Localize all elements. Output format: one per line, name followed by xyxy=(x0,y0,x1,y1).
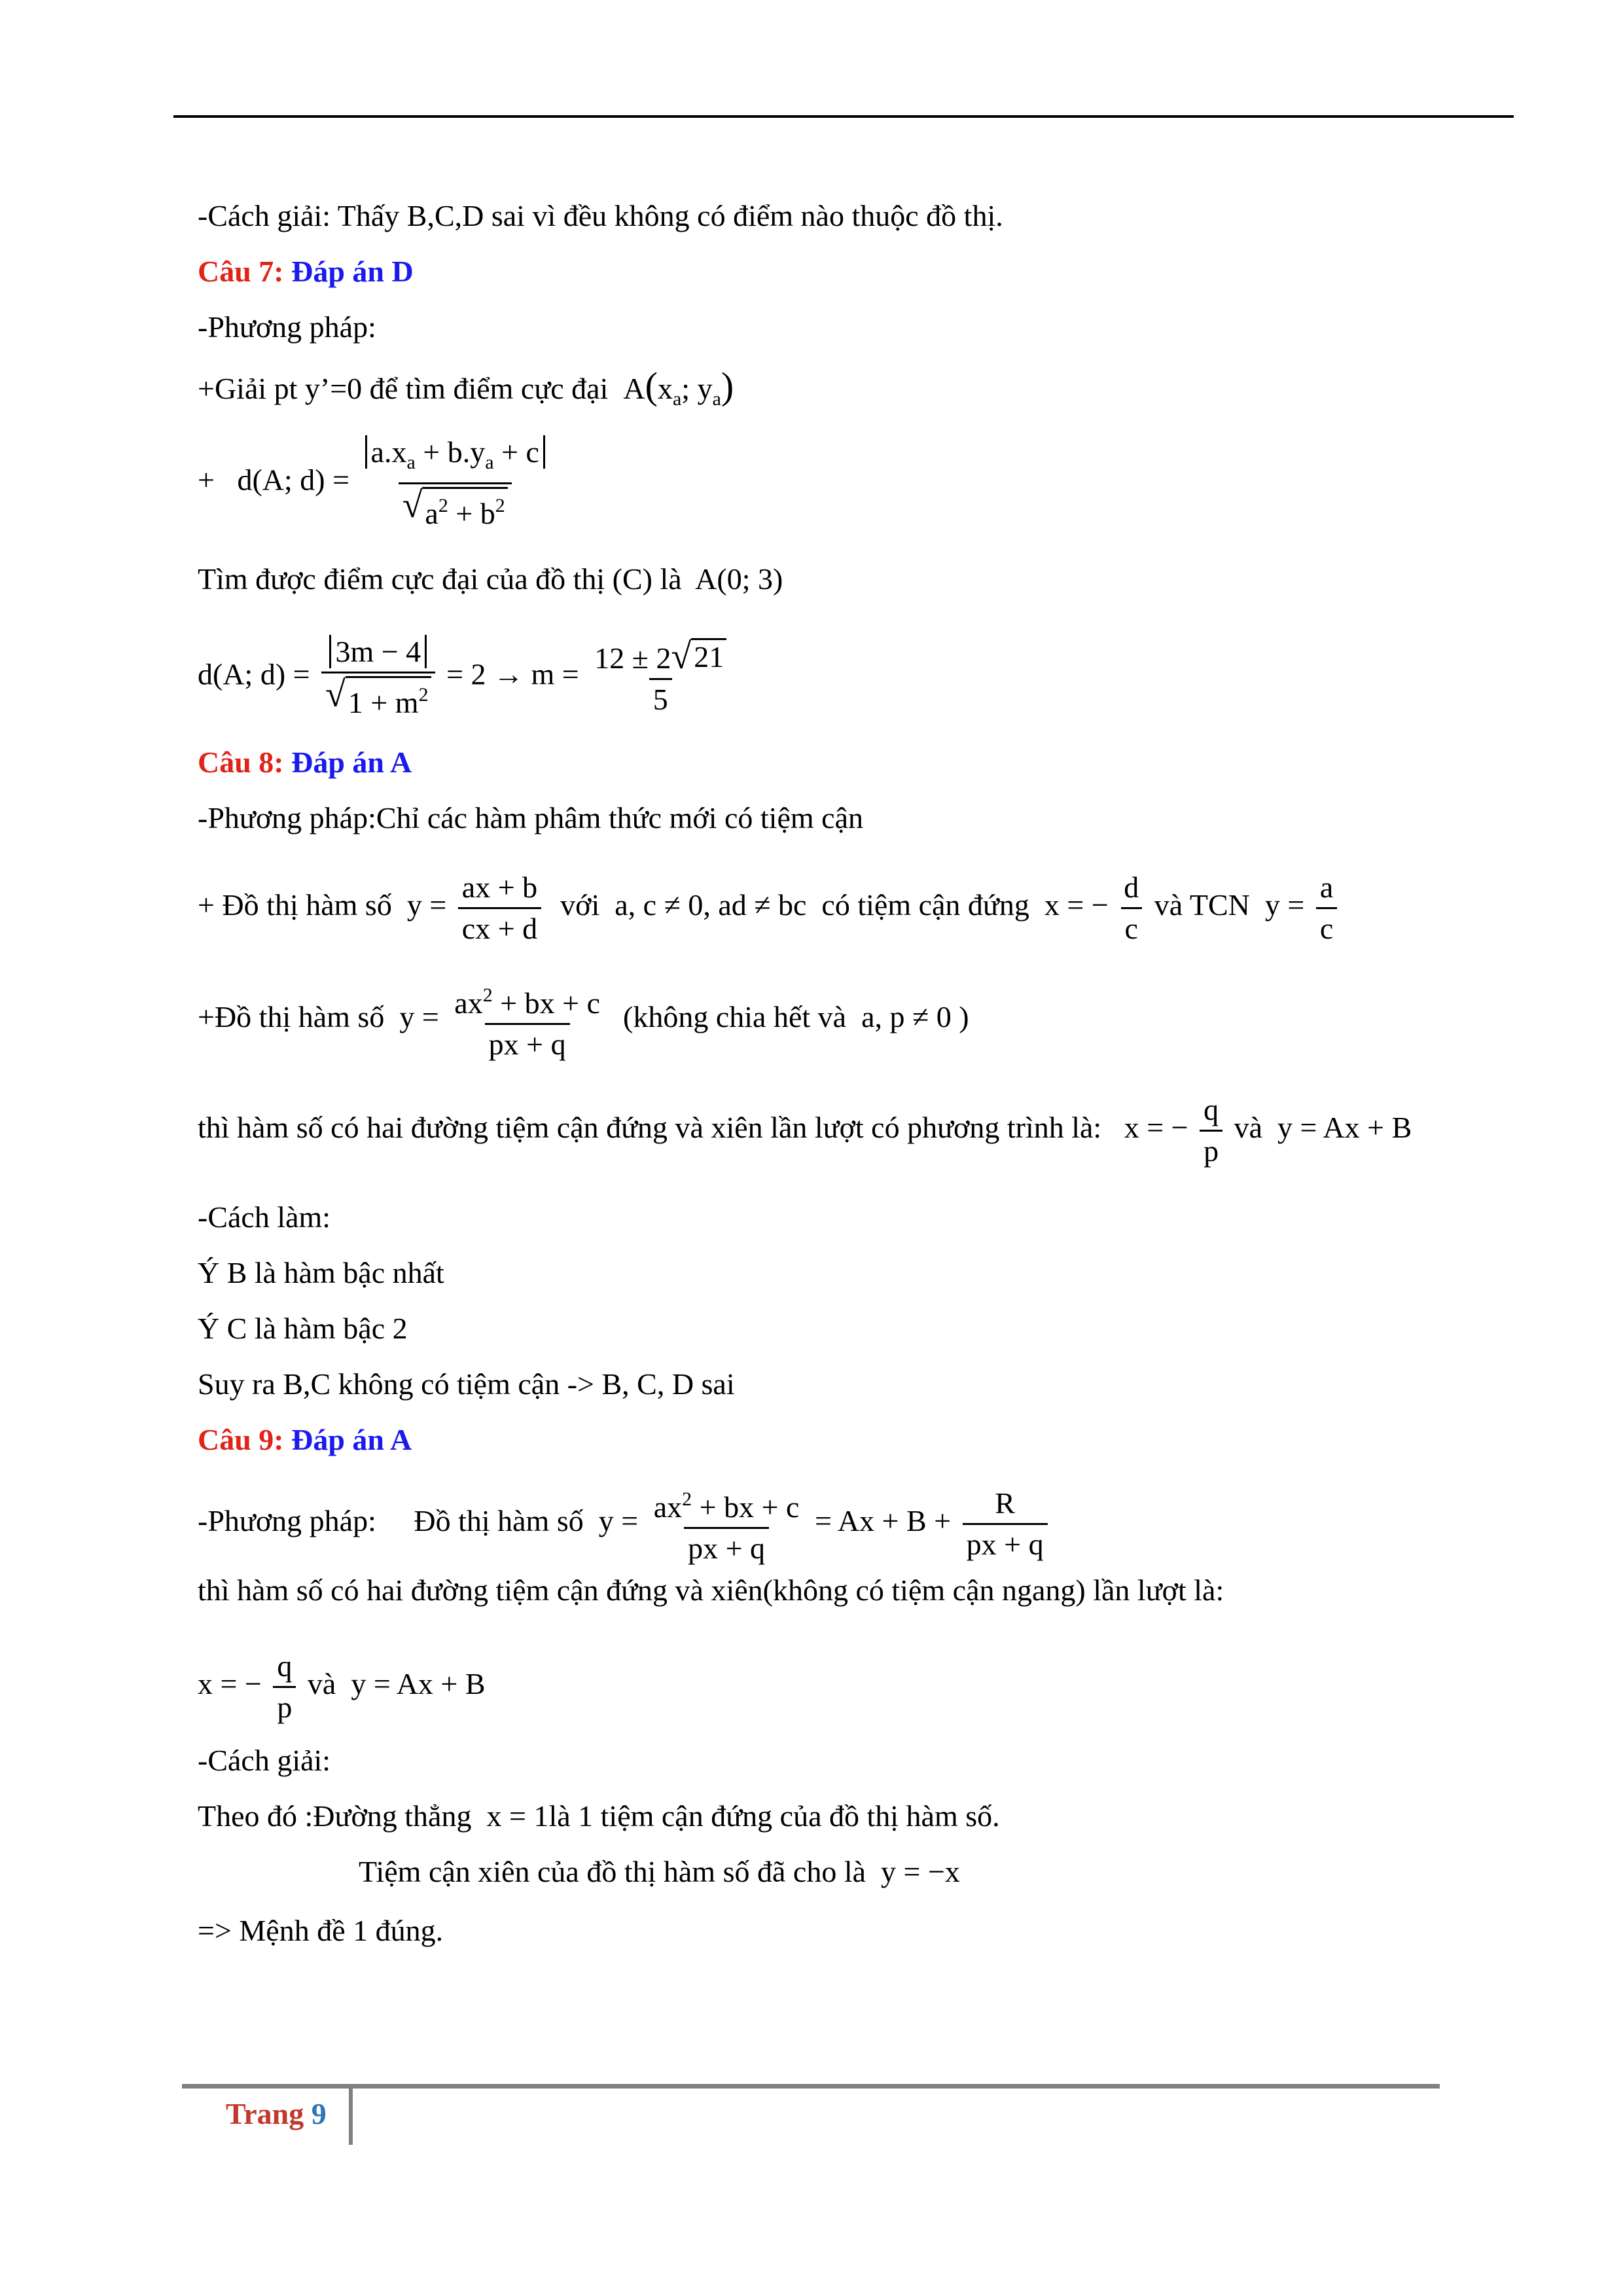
b2-note: (không chia hết và xyxy=(623,1000,847,1034)
pp9-num1: ax xyxy=(653,1490,683,1524)
x9-y: y = Ax + B xyxy=(351,1667,486,1701)
b1-y: y = xyxy=(406,888,447,922)
dist-num-a: a.x xyxy=(370,435,407,469)
dist-num-sub1: a xyxy=(406,452,416,473)
dist-num-sub2: a xyxy=(485,452,494,473)
pp9-den: px + q xyxy=(684,1527,769,1566)
thi8-y: y = Ax + B xyxy=(1277,1111,1412,1145)
distance-lhs: d(A; d) = xyxy=(237,463,350,497)
m-radicand: 21 xyxy=(691,638,726,675)
b1-num: ax + b xyxy=(461,870,538,904)
b2-fraction: $\frac{ax^2 + bx + c}{px + q}$ xyxy=(454,984,601,1061)
b2-num2: + bx + c xyxy=(492,986,601,1020)
text-thi-ham-so-8 xyxy=(198,1093,1412,1168)
text-tiem-can-xien xyxy=(359,1852,960,1892)
b1-y-fraction xyxy=(1316,870,1337,946)
tcx-text: Tiệm cận xiên của đồ thị hàm số đã cho là xyxy=(359,1855,866,1888)
dist-den-a: a xyxy=(425,497,438,530)
bullet-rational-2 xyxy=(198,978,969,1062)
asymptote-9-formula xyxy=(198,1649,486,1725)
question-7-answer: Đáp án D xyxy=(291,255,414,288)
b1-yd: c xyxy=(1316,907,1337,946)
b1-text: + Đồ thị hàm số xyxy=(198,888,392,922)
pp9-eq: = Ax + B + xyxy=(814,1504,952,1538)
b1-den: cx + d xyxy=(458,907,541,946)
m-num2: 12 ± 2 xyxy=(594,641,671,675)
b1-xn: d xyxy=(1124,870,1139,904)
b1-voi: với xyxy=(560,888,600,922)
b1-yn: a xyxy=(1319,870,1334,904)
plus-sign: + xyxy=(198,463,215,497)
text-cach-giai-1: -Cách giải: Thấy B,C,D sai vì đều không có điểm nào thuộc đồ thị. xyxy=(198,199,1003,232)
dist-num-c: + c xyxy=(493,435,539,469)
b2-den: px + q xyxy=(485,1023,570,1062)
pp9-fraction: $\frac{ax^2 + bx + c}{px + q}$ xyxy=(653,1488,800,1565)
dist-num-b: + b.y xyxy=(415,435,486,469)
ya-var: y xyxy=(697,372,713,405)
text-cach-lam: -Cách làm: xyxy=(198,1200,331,1234)
b1-x-fraction xyxy=(1120,870,1143,946)
x9-fraction xyxy=(273,1649,296,1725)
question-7-heading xyxy=(198,252,414,291)
theo-do-text: Theo đó :Đường thẳng xyxy=(198,1799,472,1833)
b2-num1: ax xyxy=(454,986,483,1020)
xa-var: x xyxy=(657,372,673,405)
b2-text: +Đồ thị hàm số xyxy=(198,1000,385,1034)
text-giai-pt xyxy=(198,367,734,419)
xa-sub: a xyxy=(672,388,682,410)
page-number: 9 xyxy=(311,2097,327,2130)
question-9-number: Câu 9: xyxy=(198,1423,284,1456)
b1-x: x = − xyxy=(1044,888,1109,922)
ya-sub: a xyxy=(712,388,721,410)
m-num: 3m − 4 xyxy=(329,635,427,668)
text-y-c: Ý C là hàm bậc 2 xyxy=(198,1312,408,1345)
m-formula xyxy=(198,635,734,720)
b1-xd: c xyxy=(1121,907,1142,946)
question-8-answer: Đáp án A xyxy=(291,745,412,779)
text-y-b: Ý B là hàm bậc nhất xyxy=(198,1256,444,1289)
thi8-x: x = − xyxy=(1124,1111,1188,1145)
footer-divider xyxy=(349,2089,353,2145)
b1-condition: a, c ≠ 0, ad ≠ bc xyxy=(615,888,807,922)
m-lhs: d(A; d) = xyxy=(198,657,310,691)
theo-do-text2: là 1 tiệm cận đứng của đồ thị hàm số. xyxy=(548,1799,1000,1833)
text-phuong-phap-8: -Phương pháp:Chỉ các hàm phâm thức mới có tiệm cận xyxy=(198,801,863,834)
thi8-x-fraction xyxy=(1200,1093,1222,1168)
m-den: 1 + m xyxy=(348,686,419,719)
point-A03: A(0; 3) xyxy=(695,562,783,596)
x9-xn: q xyxy=(277,1649,293,1683)
x9-xd: p xyxy=(273,1686,296,1725)
question-9-answer: Đáp án A xyxy=(291,1423,412,1456)
b2-close: ) xyxy=(959,1000,969,1034)
b1-tcd-text: có tiệm cận đứng xyxy=(821,888,1029,922)
b1-tcn-text: và TCN xyxy=(1154,888,1250,922)
text-thi-ham-so-9: thì hàm số có hai đường tiệm cận đứng và xiên(không có tiệm cận ngang) lần lượt là: xyxy=(198,1573,1224,1607)
giai-pt-label: +Giải pt y’=0 để tìm điểm cực đại xyxy=(198,372,609,405)
b2-y: y = xyxy=(399,1000,439,1034)
footer-rule xyxy=(182,2084,1440,2089)
m-fraction-2: 12 ± 2 √ 21 5 xyxy=(590,638,730,717)
distance-fraction: $a.x_a + b.y_a + c$ √ $a^2 + b^2$ xyxy=(361,435,549,531)
thi8-text: thì hàm số có hai đường tiệm cận đứng và xiên lần lượt có phương trình là: xyxy=(198,1111,1102,1145)
b2-condition: a, p ≠ 0 xyxy=(861,1000,952,1034)
b1-y2: y = xyxy=(1264,888,1305,922)
text-theo-do xyxy=(198,1797,1000,1836)
tim-duoc-label: Tìm được điểm cực đại của đồ thị (C) là xyxy=(198,562,682,596)
pp9-y: y = xyxy=(598,1504,639,1538)
text-menh-de: => Mệnh đề 1 đúng. xyxy=(198,1914,444,1947)
pp9-rd: px + q xyxy=(963,1523,1048,1562)
text-suy-ra: Suy ra B,C không có tiệm cận -> B, C, D sai xyxy=(198,1367,735,1401)
bullet-rational-1 xyxy=(198,870,1341,946)
page-footer xyxy=(226,2094,327,2134)
point-A-name: A xyxy=(623,372,645,405)
question-9-heading xyxy=(198,1420,412,1460)
m-fraction-1: 3m − 4 √ $1 + m^2$ xyxy=(321,635,435,720)
question-8-number: Câu 8: xyxy=(198,745,284,779)
thi8-va: và xyxy=(1234,1111,1263,1145)
header-rule xyxy=(173,115,1514,118)
m-equals: = 2 → m = xyxy=(446,657,579,691)
x9-va: và xyxy=(307,1667,336,1701)
b1-fraction xyxy=(458,870,541,946)
pp9-text: Đồ thị hàm số xyxy=(414,1504,584,1538)
pp9-rn: R xyxy=(995,1486,1015,1520)
x9-x: x = − xyxy=(198,1667,262,1701)
text-cach-giai-9: -Cách giải: xyxy=(198,1744,331,1777)
text-phuong-phap-7: -Phương pháp: xyxy=(198,310,376,344)
pp9-label: -Phương pháp: xyxy=(198,1504,376,1538)
dist-den-b: + b xyxy=(448,497,495,530)
thi8-xn: q xyxy=(1204,1093,1219,1126)
distance-formula xyxy=(198,435,553,531)
question-7-number: Câu 7: xyxy=(198,255,284,288)
phuong-phap-9-formula xyxy=(198,1482,1052,1566)
footer-label: Trang xyxy=(226,2097,304,2130)
question-8-heading xyxy=(198,743,412,782)
point-A-formula: $A(x_a$; $y_a$) xyxy=(623,365,734,410)
m-den2: 5 xyxy=(649,678,672,717)
pp9-num2: + bx + c xyxy=(692,1490,800,1524)
thi8-xd: p xyxy=(1200,1130,1222,1168)
tcx-eq: y = −x xyxy=(881,1855,960,1888)
theo-do-eq: x = 1 xyxy=(486,1799,549,1833)
pp9-r-fraction xyxy=(963,1486,1048,1562)
text-tim-duoc xyxy=(198,560,783,599)
